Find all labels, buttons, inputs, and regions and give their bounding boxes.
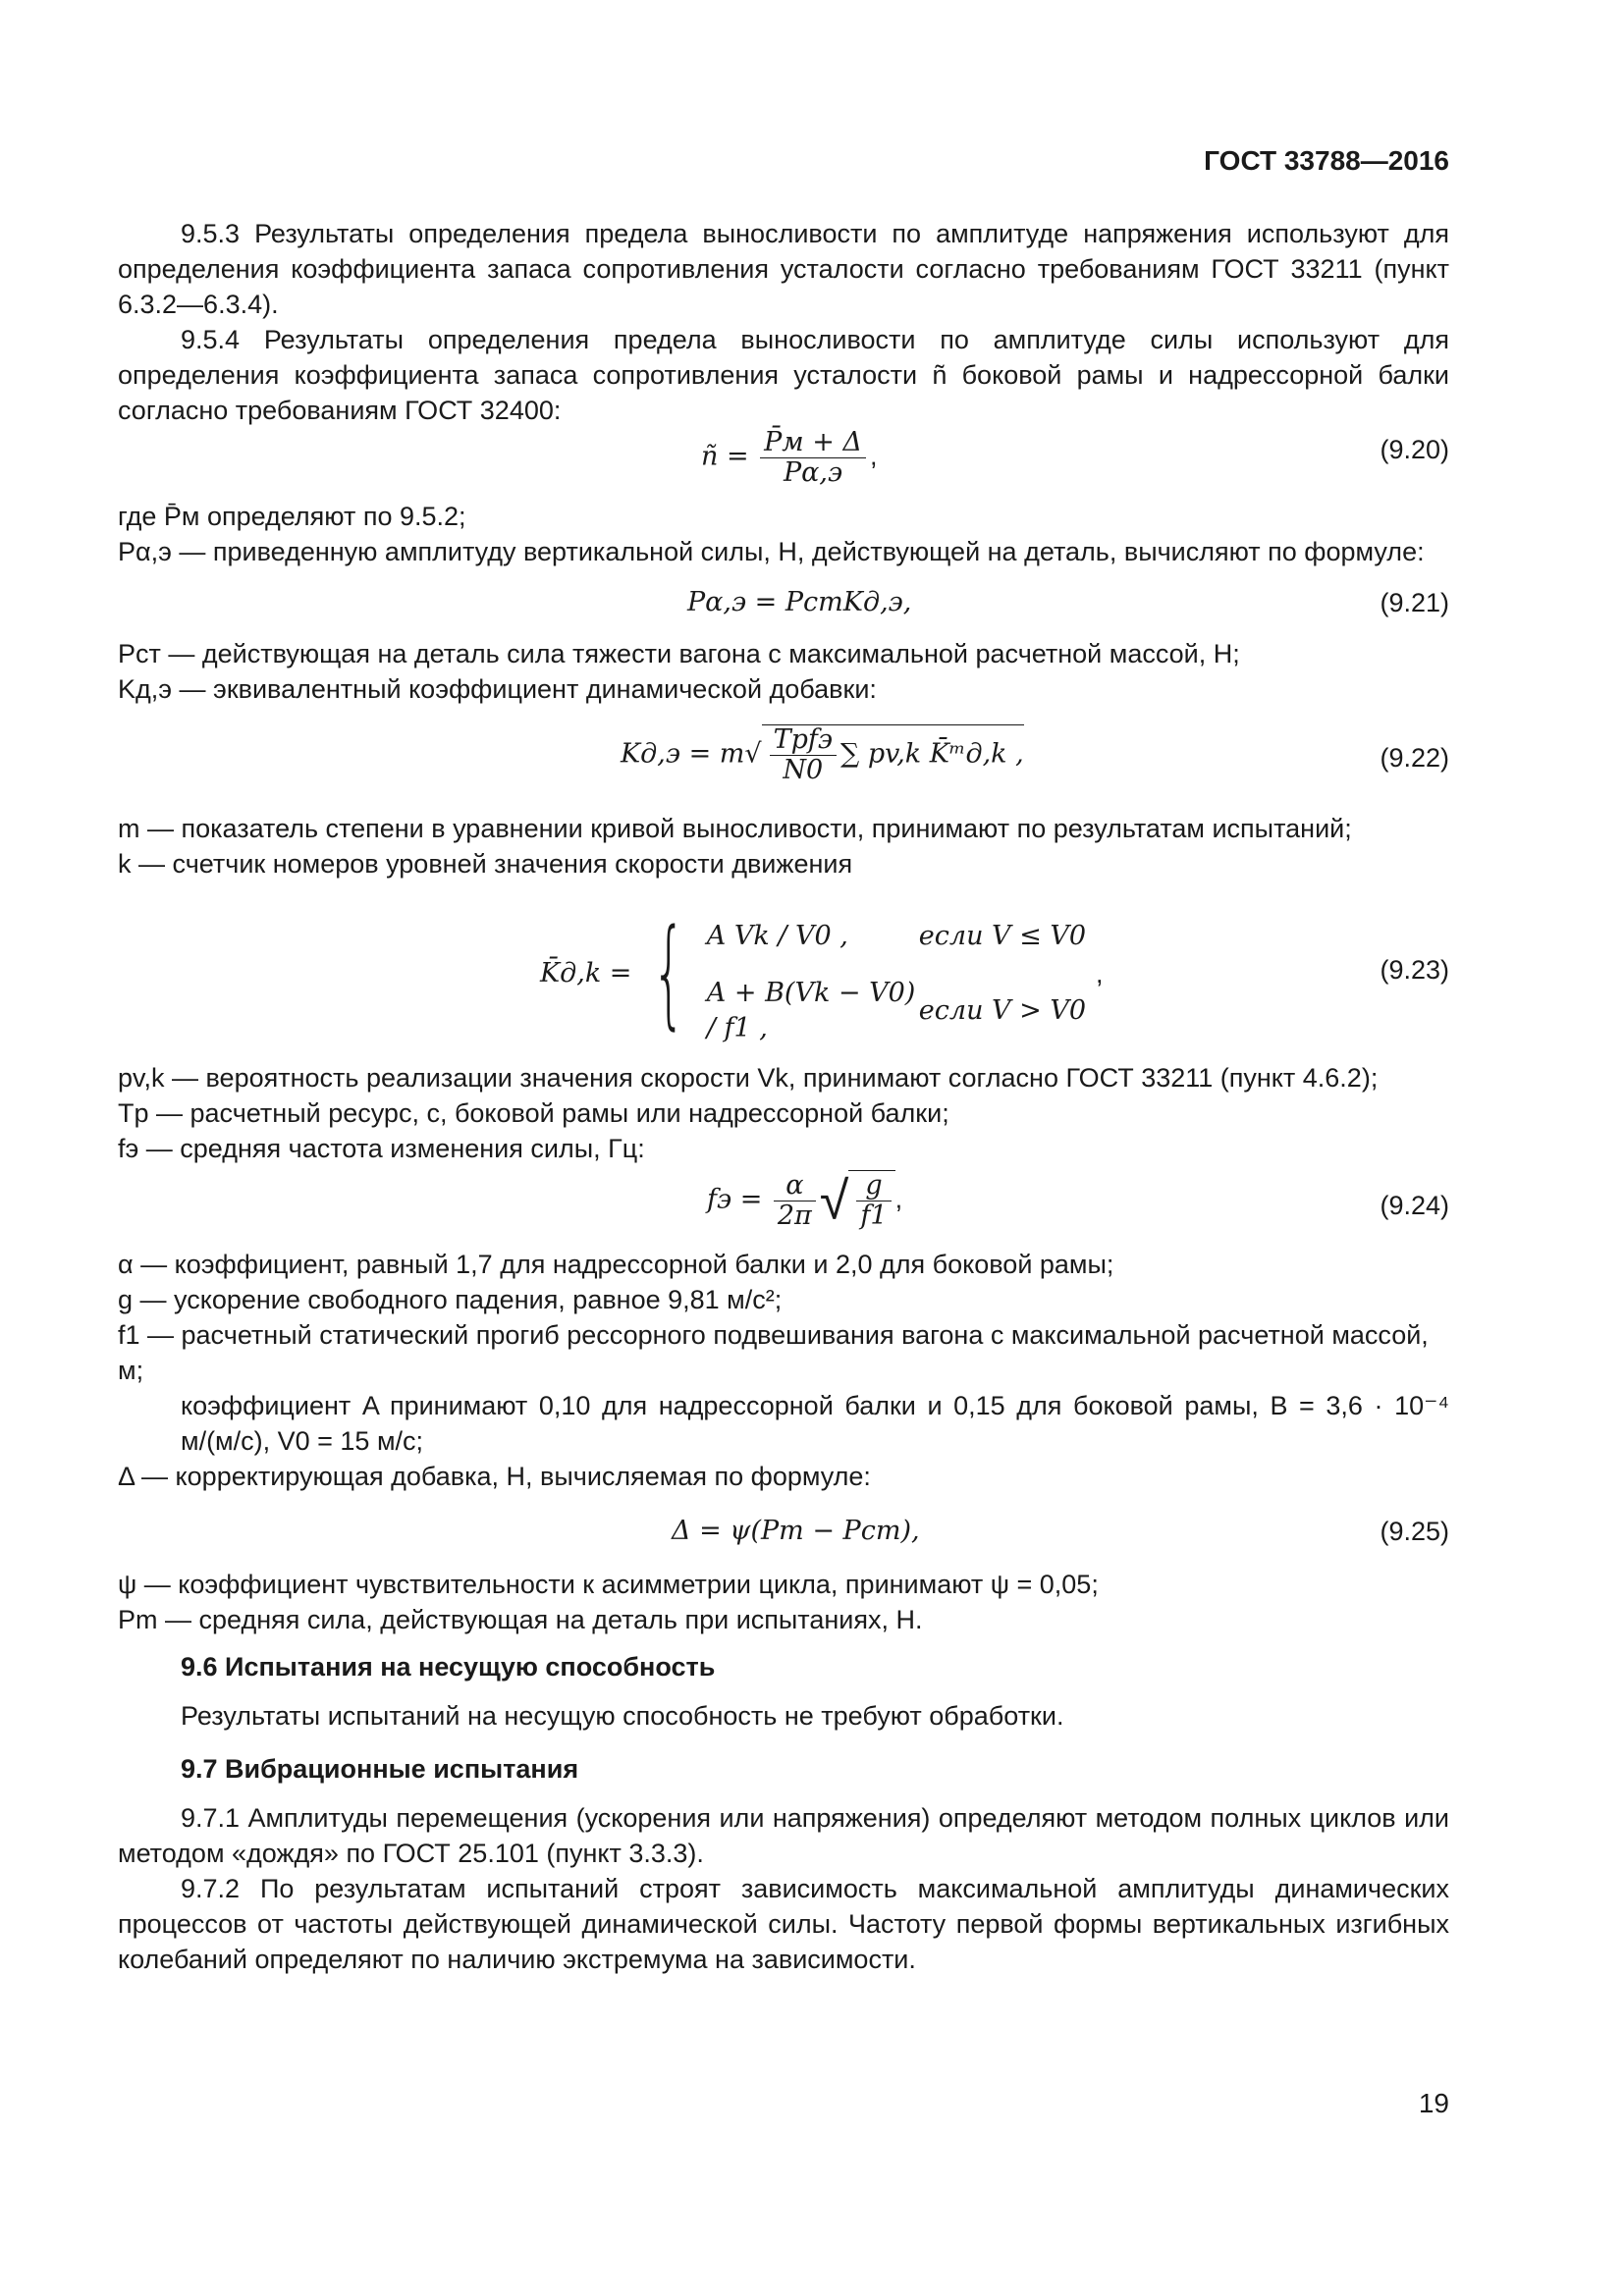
formula-9-22-denominator: N0 (783, 755, 824, 785)
formula-9-24-root-numerator: g (856, 1171, 891, 1201)
formula-9-21-number: (9.21) (1380, 588, 1449, 617)
formula-9-23-case-2: A + B(Vk − V0) / f1 , (706, 978, 916, 1043)
standard-header: ГОСТ 33788—2016 (1204, 145, 1449, 176)
page-number: 19 (1418, 2088, 1449, 2118)
formula-9-20-numerator: P̄м + Δ (760, 428, 866, 458)
formula-9-23-expr (540, 899, 1104, 1048)
formula-9-25-number: (9.25) (1380, 1517, 1449, 1546)
formula-9-20-fraction (760, 428, 866, 488)
formula-9-20-denominator: Pα,э (783, 457, 843, 488)
coefficient-a-b: коэффициент A принимают 0,10 для надрессорной балки и 0,15 для боковой рамы, B = 3,6 · 10⁻⁴ м/(м/с), V0 = 15 м/с; (181, 1391, 1449, 1456)
formula-9-23-brace: { (652, 905, 686, 1041)
def-p-vk: pv,k — вероятность реализации значения скорости Vk, принимают согласно ГОСТ 33211 (пункт 4.6.2); (118, 1063, 1379, 1093)
formula-9-24-number: (9.24) (1380, 1191, 1449, 1220)
formula-9-22-fraction (770, 725, 837, 785)
paragraph-9-5-3: 9.5.3 Результаты определения предела выносливости по амплитуде напряжения используют для определения коэффициента запаса сопротивления усталости согласно требованиям ГОСТ 33211 (пункт 6.3.2—6.3.4). (118, 219, 1449, 319)
formula-9-21-expr: Pα,э = PстKд,э, (687, 587, 912, 617)
formula-9-20-expr (701, 428, 877, 488)
def-alpha: α — коэффициент, равный 1,7 для надрессорной балки и 2,0 для боковой рамы; (118, 1250, 1114, 1279)
formula-9-22-lhs: Kд,э = m√ (621, 738, 762, 770)
formula-9-23-cases (707, 899, 1086, 1048)
paragraph-9-5-4: 9.5.4 Результаты определения предела выносливости по амплитуде силы используют для определения коэффициента запаса сопротивления усталости ñ боковой рамы и надрессорной балки согласно требованиям ГОСТ 32400: (118, 325, 1449, 425)
document-body (118, 216, 1449, 1977)
formula-9-20-tail: , (869, 441, 878, 471)
def-f1: f1 — расчетный статический прогиб рессорного подвешивания вагона с максимальной расчетной массой, м; (118, 1320, 1429, 1385)
formula-9-25 (118, 1498, 1449, 1567)
formula-9-23-number: (9.23) (1380, 955, 1449, 985)
def-f-e: fэ — средняя частота изменения силы, Гц: (118, 1134, 645, 1163)
formula-9-23-tail: , (1096, 959, 1104, 988)
formula-9-24-denominator: 2π (777, 1201, 812, 1231)
heading-9-7: 9.7 Вибрационные испытания (181, 1754, 579, 1784)
def-p-alpha: Pα,э — приведенную амплитуду вертикальной силы, Н, действующей на деталь, вычисляют по формуле: (118, 537, 1425, 566)
formula-9-21 (118, 573, 1449, 636)
formula-9-24-numerator: α (774, 1171, 816, 1201)
def-p-st: Pст — действующая на деталь сила тяжести вагона с максимальной расчетной массой, Н; (118, 639, 1240, 668)
def-delta: Δ — корректирующая добавка, Н, вычисляемая по формуле: (118, 1462, 871, 1491)
def-p-mean: Pm — средняя сила, действующая на деталь при испытаниях, Н. (118, 1605, 923, 1634)
formula-9-24 (118, 1166, 1449, 1247)
formula-9-22-expr (621, 724, 1024, 785)
formula-9-24-expr (707, 1170, 902, 1231)
formula-9-20-lhs: ñ = (701, 441, 749, 472)
paragraph-9-7-2: 9.7.2 По результатам испытаний строят зависимость максимальной амплитуды динамических процессов от частоты действующей динамической силы. Частоту первой формы вертикальных изгибных колебаний определяют по наличию экстремума на зависимости. (118, 1874, 1449, 1974)
formula-9-22 (118, 715, 1449, 811)
sqrt-sign: √ (819, 1171, 849, 1231)
formula-9-24-tail: , (894, 1184, 903, 1214)
formula-9-23-condition-1: если V ≤ V0 (918, 921, 1087, 951)
paragraph-9-6: Результаты испытаний на несущую способность не требуют обработки. (181, 1701, 1064, 1731)
formula-9-23-lhs: K̄д,k = (540, 958, 632, 988)
formula-9-22-sum: ∑ pv,k K̄ᵐд,k , (840, 738, 1024, 770)
where-pm: где P̄м определяют по 9.5.2; (118, 502, 466, 531)
formula-9-20-number: (9.20) (1380, 435, 1449, 464)
def-m: m — показатель степени в уравнении кривой выносливости, принимают по результатам испытаний; (118, 814, 1352, 843)
formula-9-23-case-1: A Vk / V0 , (706, 921, 848, 951)
def-k: k — счетчик номеров уровней значения скорости движения (118, 849, 853, 879)
heading-9-6: 9.6 Испытания на несущую способность (181, 1652, 716, 1682)
def-k-d: Kд,э — эквивалентный коэффициент динамической добавки: (118, 674, 877, 704)
def-psi: ψ — коэффициент чувствительности к асимметрии цикла, принимают ψ = 0,05; (118, 1570, 1099, 1599)
formula-9-23 (118, 891, 1449, 1060)
formula-9-24-lhs: fэ = (707, 1184, 763, 1215)
formula-9-25-expr: Δ = ψ(Pm − Pст), (672, 1516, 920, 1546)
formula-9-24-fraction (774, 1171, 816, 1231)
formula-9-24-root-fraction (856, 1171, 891, 1231)
formula-9-22-number: (9.22) (1380, 743, 1449, 773)
paragraph-9-7-1: 9.7.1 Амплитуды перемещения (ускорения или напряжения) определяют методом полных циклов или методом «дождя» по ГОСТ 25.101 (пункт 3.3.3). (118, 1803, 1449, 1868)
def-t-p: Tp — расчетный ресурс, с, боковой рамы или надрессорной балки; (118, 1098, 949, 1128)
formula-9-24-root-denominator: f1 (860, 1201, 888, 1231)
formula-9-23-condition-2: если V > V0 (918, 995, 1087, 1026)
formula-9-20 (118, 428, 1449, 499)
formula-9-22-numerator: Tpfэ (770, 725, 837, 756)
def-g: g — ускорение свободного падения, равное 9,81 м/с²; (118, 1285, 783, 1314)
